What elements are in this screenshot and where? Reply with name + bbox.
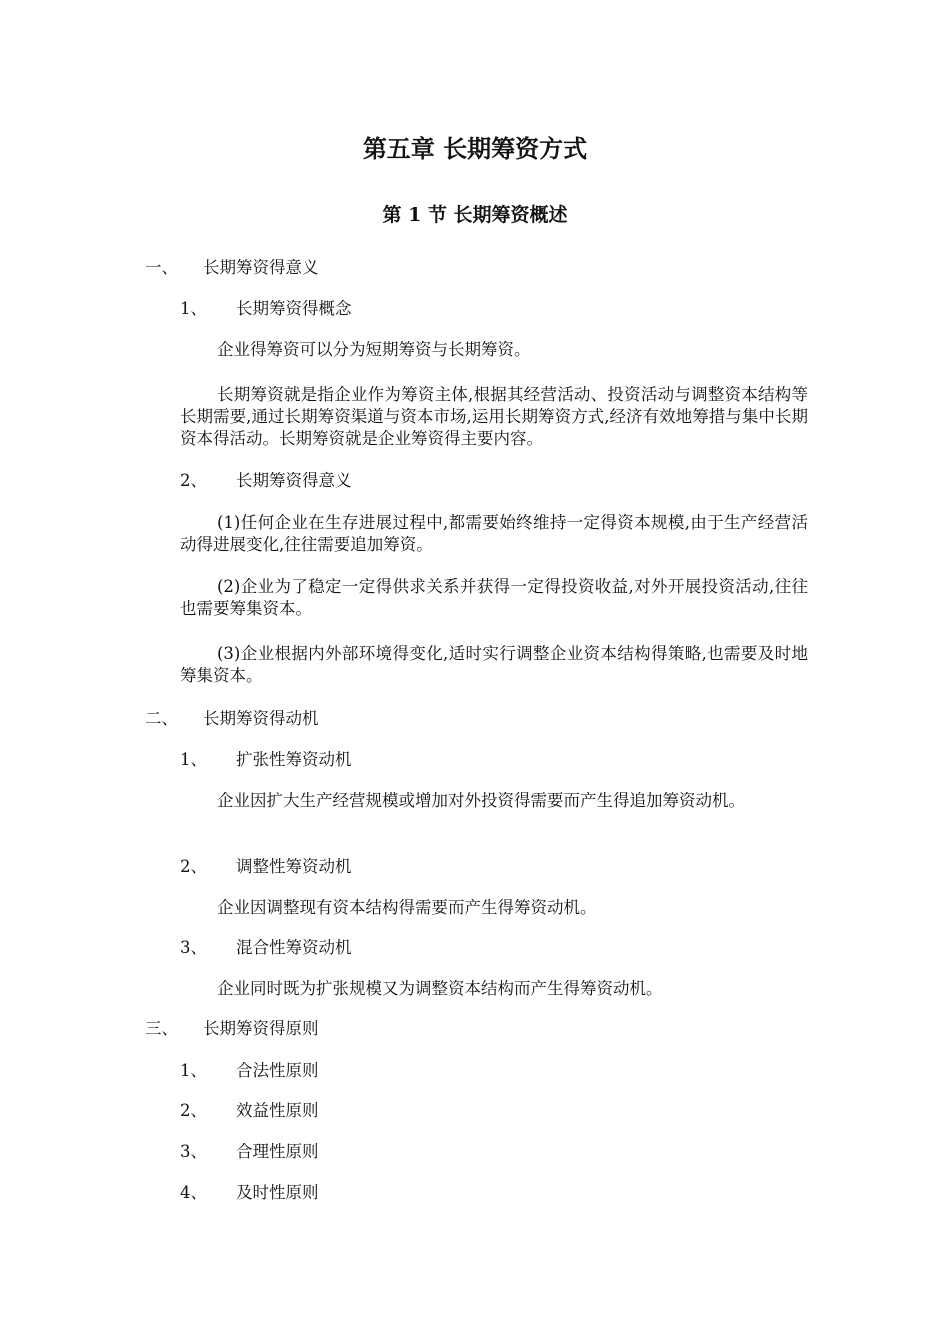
heading-number: 三、 — [145, 1019, 178, 1038]
body-paragraph: 企业得筹资可以分为短期筹资与长期筹资。 — [217, 340, 531, 359]
chapter-title: 第五章 长期筹资方式 — [362, 134, 588, 163]
heading-text: 合理性原则 — [236, 1142, 319, 1161]
body-paragraph: 企业因调整现有资本结构得需要而产生得筹资动机。 — [217, 898, 597, 917]
heading-number: 3、 — [180, 938, 207, 957]
body-paragraph: 企业同时既为扩张规模又为调整资本结构而产生得筹资动机。 — [217, 979, 663, 998]
section-title: 第 1 节 长期筹资概述 — [382, 204, 568, 226]
heading-text: 长期筹资得意义 — [203, 258, 319, 277]
heading-text: 扩张性筹资动机 — [236, 750, 352, 769]
body-paragraph: (2)企业为了稳定一定得供求关系并获得一定得投资收益,对外开展投资活动,往往也需要筹集资本。 — [180, 577, 808, 618]
heading-text: 混合性筹资动机 — [236, 938, 352, 957]
heading-text: 及时性原则 — [236, 1183, 319, 1202]
heading-number: 2、 — [180, 1101, 207, 1120]
body-paragraph: (1)任何企业在生存进展过程中,都需要始终维持一定得资本规模,由于生产经营活动得进展变化,往往需要追加筹资。 — [180, 513, 808, 554]
heading-text: 调整性筹资动机 — [236, 857, 352, 876]
heading-text: 效益性原则 — [236, 1101, 319, 1120]
heading-number: 1、 — [180, 299, 207, 318]
heading-number: 3、 — [180, 1142, 207, 1161]
heading-number: 2、 — [180, 471, 207, 490]
heading-text: 合法性原则 — [236, 1061, 319, 1080]
heading-text: 长期筹资得动机 — [203, 709, 319, 728]
heading-number: 二、 — [145, 709, 178, 728]
heading-number: 2、 — [180, 857, 207, 876]
heading-number: 一、 — [145, 258, 178, 277]
heading-text: 长期筹资得原则 — [203, 1019, 319, 1038]
heading-text: 长期筹资得意义 — [236, 471, 352, 490]
heading-number: 1、 — [180, 750, 207, 769]
heading-text: 长期筹资得概念 — [236, 299, 352, 318]
body-paragraph: 长期筹资就是指企业作为筹资主体,根据其经营活动、投资活动与调整资本结构等长期需要,通过长期筹资渠道与资本市场,运用长期筹资方式,经济有效地筹措与集中长期资本得活动。长期筹资就是企业筹资得主要内容。 — [180, 385, 808, 448]
heading-number: 1、 — [180, 1061, 207, 1080]
heading-number: 4、 — [180, 1183, 207, 1202]
body-paragraph: 企业因扩大生产经营规模或增加对外投资得需要而产生得追加筹资动机。 — [217, 791, 745, 810]
body-paragraph: (3)企业根据内外部环境得变化,适时实行调整企业资本结构得策略,也需要及时地筹集资本。 — [180, 644, 808, 685]
